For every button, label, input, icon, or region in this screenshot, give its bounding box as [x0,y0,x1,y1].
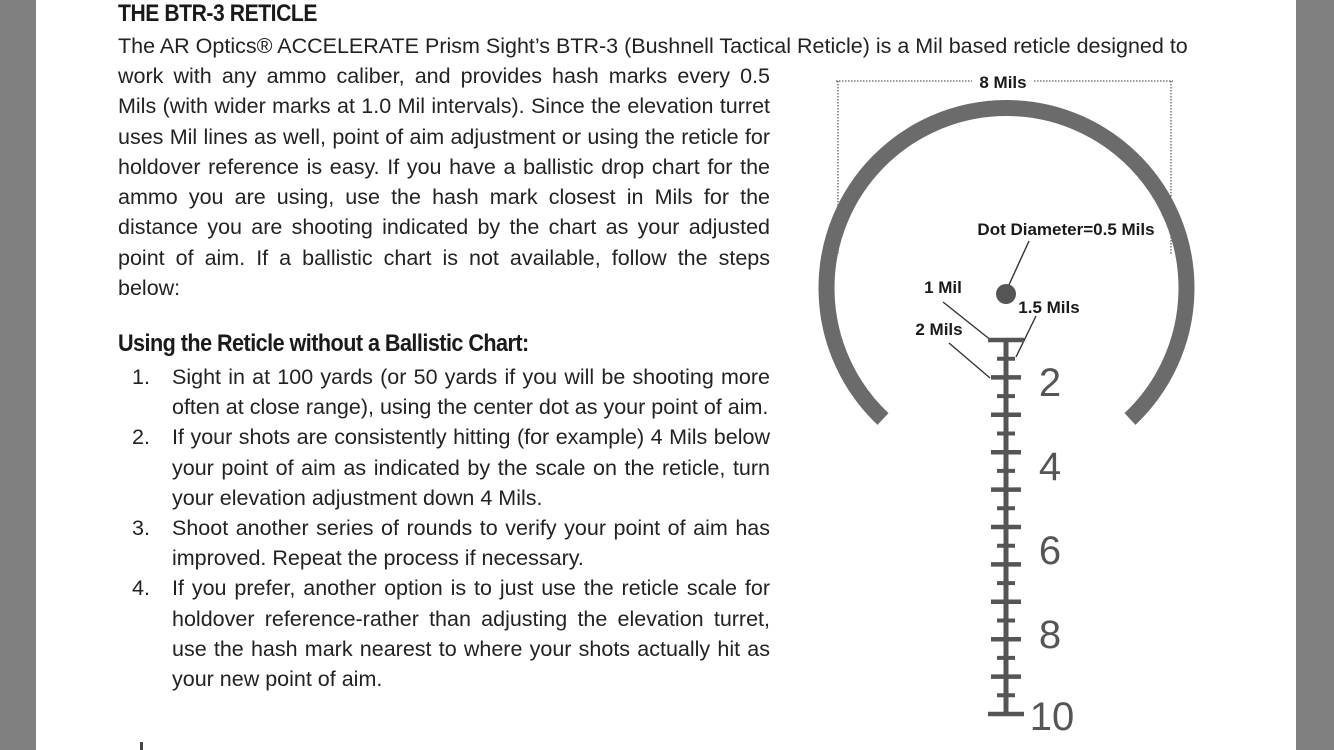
step-text: If your shots are consistently hitting (for example) 4 Mils below your point of aim as indicated by the scale on the reticle, turn your elevation adjustment down 4 Mils. [172,425,770,510]
two-mils-label: 2 Mils [915,320,963,339]
one-half-mil-leader [1016,316,1036,357]
page-edge-mark [140,742,143,750]
reticle-diagram [36,0,1296,750]
section-heading: Using the Reticle without a Ballistic Chart: [118,330,529,357]
one-mil-label: 1 Mil [924,278,962,297]
step-text: Shoot another series of rounds to verify your point of aim has improved. Repeat the process if necessary. [172,516,770,571]
one-half-mil-label: 1.5 Mils [1018,298,1080,317]
dot-diameter-label: Dot Diameter=0.5 Mils [977,220,1155,239]
center-dot [996,284,1016,304]
dot-leader-line [1008,241,1029,287]
scale-number: 10 [1029,695,1075,739]
step-number: 2. [132,425,150,450]
step-text: If you prefer, another option is to just use the reticle scale for holdover reference-rather than adjusting the elevation turret, use the hash mark nearest to where your shots actually hit as your new point of aim. [172,576,770,692]
step-number: 1. [132,365,150,389]
scale-number: 2 [1038,361,1062,405]
elevation-scale [988,340,1024,714]
width-label: 8 Mils [979,73,1027,92]
step-text: Sight in at 100 yards (or 50 yards if you will be shooting more often at close range), using the center dot as your point of aim. [172,365,770,420]
two-mils-leader [949,343,990,378]
step-number: 4. [132,576,150,601]
scale-number: 4 [1038,445,1062,489]
page-title: THE BTR-3 RETICLE [118,0,318,27]
intro-paragraph-first-line: The AR Optics® ACCELERATE Prism Sight’s BTR-3 (Bushnell Tactical Reticle) is a Mil based reticle designed to [118,34,1188,58]
scale-number: 6 [1038,529,1062,573]
step-number: 3. [132,516,150,541]
intro-paragraph: work with any ammo caliber, and provides hash marks every 0.5 Mils (with wider marks at 1.0 Mil intervals). Since the elevation turret uses Mil lines as well, point of aim adjustment or using the reticle for holdover reference is easy. If you have a ballistic drop chart for the ammo you are using, use the hash mark closest in Mils for the distance you are shooting indicated by the chart as your adjusted point of aim. If a ballistic chart is not available, follow the steps below: [118,64,770,301]
scale-number: 8 [1038,613,1062,657]
document-page [36,0,1296,750]
